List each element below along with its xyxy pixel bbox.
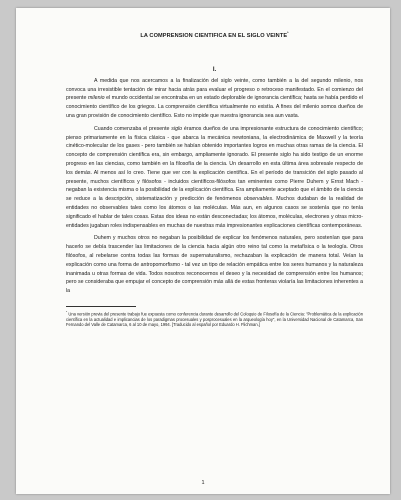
paragraph-text: A medida que nos acercamos a la finalización del siglo veinte, como también a la del segundo milenio, nos convoca una irresistible tentación de mirar hacia atrás para evaluar el progreso o retroceso manifestado. En el comienzo del presente bbox=[66, 77, 363, 102]
paragraph-text: Cuando comenzaba el presente bbox=[94, 125, 172, 132]
paragraph-text: éramos dueños de una impresionante estructura de conocimiento científico; pienso primariamente en la física clásica - que abarca la mecánica newtoniana, la electrodinámica de Maxwell y la teoría cinético-molecular de los gases - pero también se habían obtenido importantes logros en muchas otras ramas de la ciencia. El concepto de comprensión científica era, sin embargo, ampliamente ignorado. El presente siglo ha sido testigo de un enorme progreso en las ciencias, como también en la filosofía de la ciencia. Un desarrollo en esta última área sobresale respecto de los demás. Al menos así lo creo. Tiene que ver con la explicación científica. En el período de transición del siglo pasado al presente, muchos científicos y filósofos - incluidos científicos-filósofos tan eminentes como Pierre Duhem y Ernst Mach - negaban la existencia misma o la posibilidad de la explicación científica. Era ampliamente aceptado que el ámbito de la ciencia se reduce a la descripción, sistematización y predicción de fenómenos bbox=[66, 125, 363, 203]
section-number: I. bbox=[212, 66, 217, 73]
paragraph-text: . Muchos dudaban de la realidad de entidades no observables tales como los átomos o las moléculas. Más aun, en algunos casos se sostenía que no tenía significado el hablar de tales cosas. Estas dos ideas no están desconectadas; los átomos, moléculas, electrones y otras micro-entidades jugaban roles indispensables en muchas de nuestras más impresionantes explicaciones científicas contemporáneas. bbox=[66, 196, 363, 229]
italic-text: milenio bbox=[87, 95, 105, 102]
title-footnote-marker: * bbox=[287, 31, 289, 35]
document-title bbox=[66, 31, 363, 39]
paragraph-text: el mundo occidental se encontraba en un estado deplorable de ignorancia científica; hasta se había perdido el conocimiento científico de los griegos. La comprensión científica virtualmente no existía. A fines del milenio somos dueños de una gran provisión de conocimiento científico. Esto no impide que nuestra ignorancia sea aun vasta. bbox=[66, 95, 363, 120]
italic-text: siglo bbox=[171, 125, 183, 132]
paragraph-text: Duhem y muchos otros no negaban la posibilidad de explicar los fenómenos naturales, pero sostenían que para hacerlo se debía trascender las limitaciones de la ciencia hacia algún otro reino tal como la metafísica o la teología. Otros filósofos, al rebelarse contra todas las formas de supernaturalismo, rechazaban la explicación de manera total. Veían la explicación como una forma de antropomorfismo - tal vez un tipo de relación empática entre los seres humanos y la naturaleza inanimada u otras formas de vida. Todos nosotros reconocemos el deseo y la necesidad de comprensión entre los humanos; pero se consideraba que empujar el concepto de comprensión más allá de estas fronteras violaría las limitaciones inherentes a la bbox=[66, 235, 363, 295]
paragraph bbox=[66, 77, 363, 121]
footnote-divider bbox=[66, 306, 136, 307]
footnote-marker: * bbox=[66, 309, 68, 314]
title-text: LA COMPRENSION CIENTIFICA EN EL SIGLO VEINTE bbox=[140, 32, 288, 39]
page-number: 1 bbox=[201, 480, 205, 486]
italic-text: observables bbox=[243, 196, 273, 203]
footnote bbox=[66, 310, 363, 327]
document-page bbox=[16, 8, 390, 494]
paragraphs-container bbox=[66, 77, 363, 296]
paragraph bbox=[66, 234, 363, 296]
footnote-text: Una versión previa del presente trabajo fue expuesta como conferencia durante desarrollo del Coloquio de Filosofía de la Ciencia: "Problemática de la explicación científica en la actualidad e implicancias de los paradigmas procesuales y posprocesuales en la arqueología hoy", en la Universidad Nacional de Catamarca, San Fernando del Valle de Catamarca, 6 al 10 de mayo, 1994. [Traducido al español por Eduardo H. Flichman.] bbox=[66, 311, 363, 327]
document-body bbox=[66, 31, 363, 327]
paragraph bbox=[66, 125, 363, 231]
